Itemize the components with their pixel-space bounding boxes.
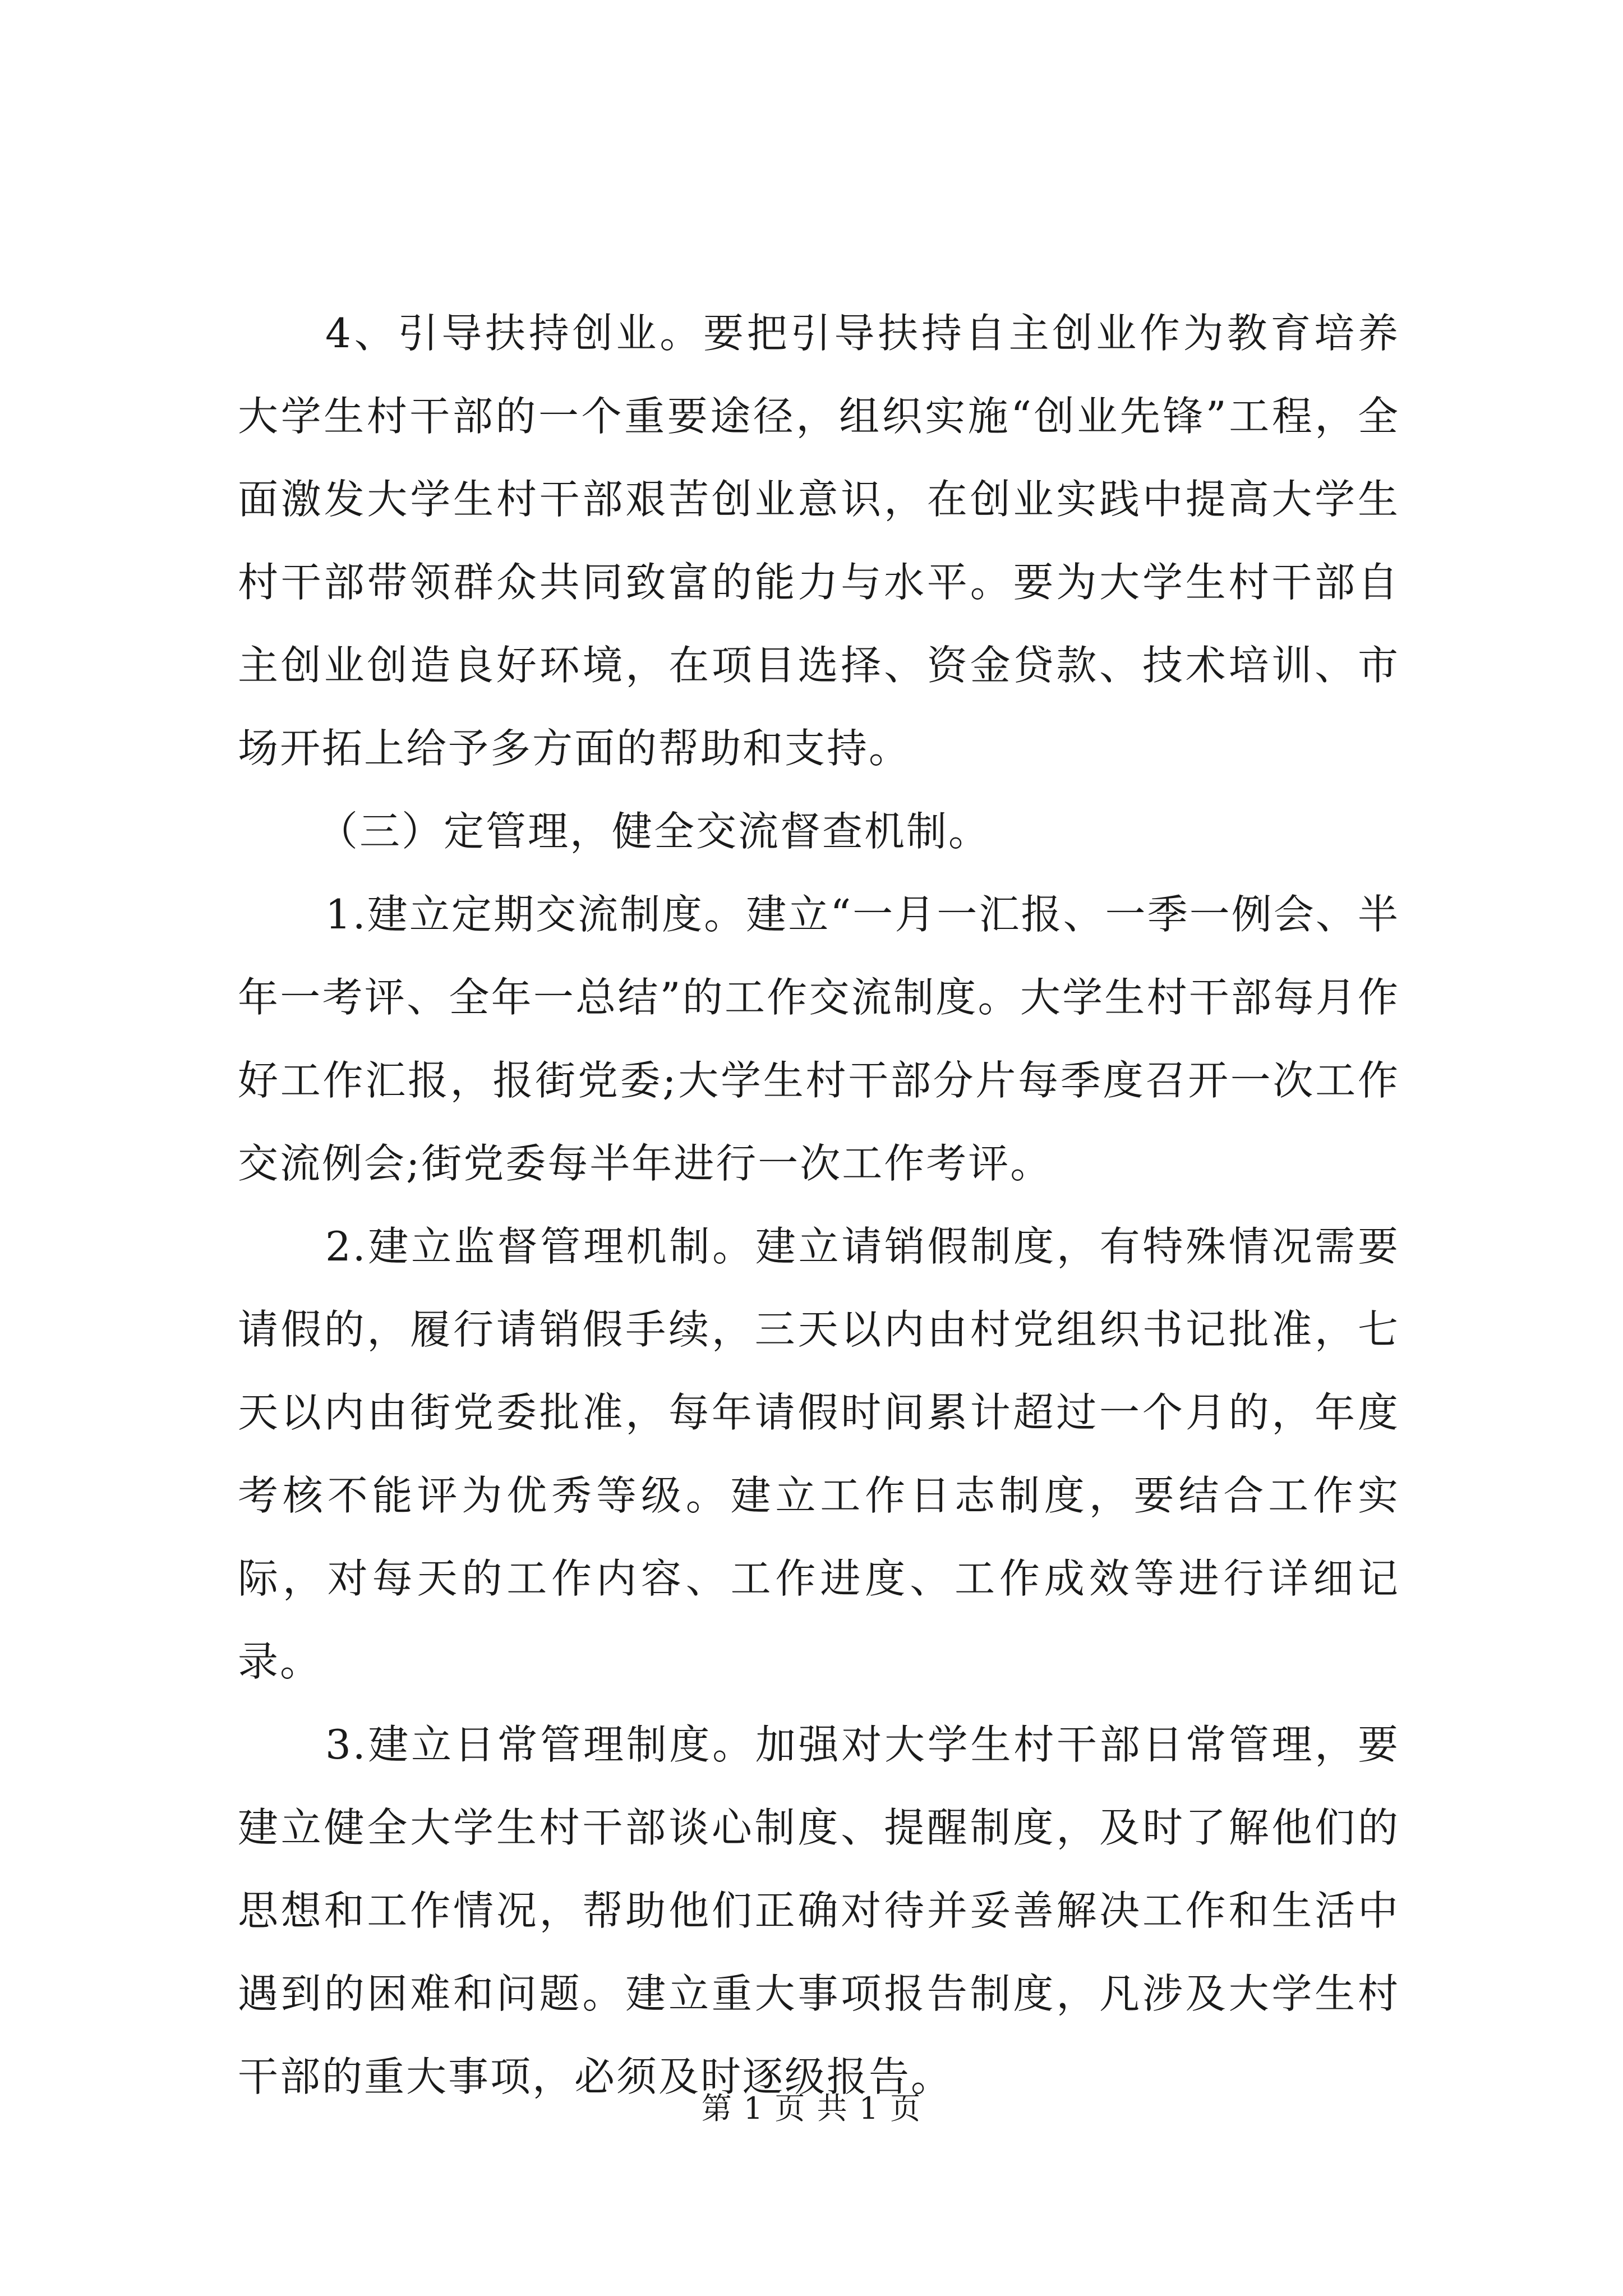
- paragraph-daily-management-system: 3.建立日常管理制度。加强对大学生村干部日常管理，要建立健全大学生村干部谈心制度、提醒制度，及时了解他们的思想和工作情况，帮助他们正确对待并妥善解决工作和生活中遇到的困难和问题。建立重大事项报告制度，凡涉及大学生村干部的重大事项，必须及时逐级报告。: [238, 1721, 1400, 2100]
- section-heading-management: （三）定管理，健全交流督查机制。: [317, 808, 991, 855]
- paragraph-supervision-mechanism: 2.建立监督管理机制。建立请销假制度，有特殊情况需要请假的，履行请销假手续，三天以内由村党组织书记批准，七天以内由街党委批准，每年请假时间累计超过一个月的，年度考核不能评为优秀等级。建立工作日志制度，要结合工作实际，对每天的工作内容、工作进度、工作成效等进行详细记录。: [238, 1223, 1400, 1685]
- page-number-footer: 第 1 页 共 1 页: [701, 2091, 922, 2126]
- document-body: [238, 292, 1400, 2118]
- paragraph-regular-exchange-system: 1.建立定期交流制度。建立“一月一汇报、一季一例会、半年一考评、全年一总结”的工作交流制度。大学生村干部每月作好工作汇报，报街党委;大学生村干部分片每季度召开一次工作交流例会;街党委每半年进行一次工作考评。: [238, 891, 1400, 1187]
- paragraph-entrepreneurship-support: 4、引导扶持创业。要把引导扶持自主创业作为教育培养大学生村干部的一个重要途径，组织实施“创业先锋”工程，全面激发大学生村干部艰苦创业意识，在创业实践中提高大学生村干部带领群众共同致富的能力与水平。要为大学生村干部自主创业创造良好环境，在项目选择、资金贷款、技术培训、市场开拓上给予多方面的帮助和支持。: [238, 310, 1400, 772]
